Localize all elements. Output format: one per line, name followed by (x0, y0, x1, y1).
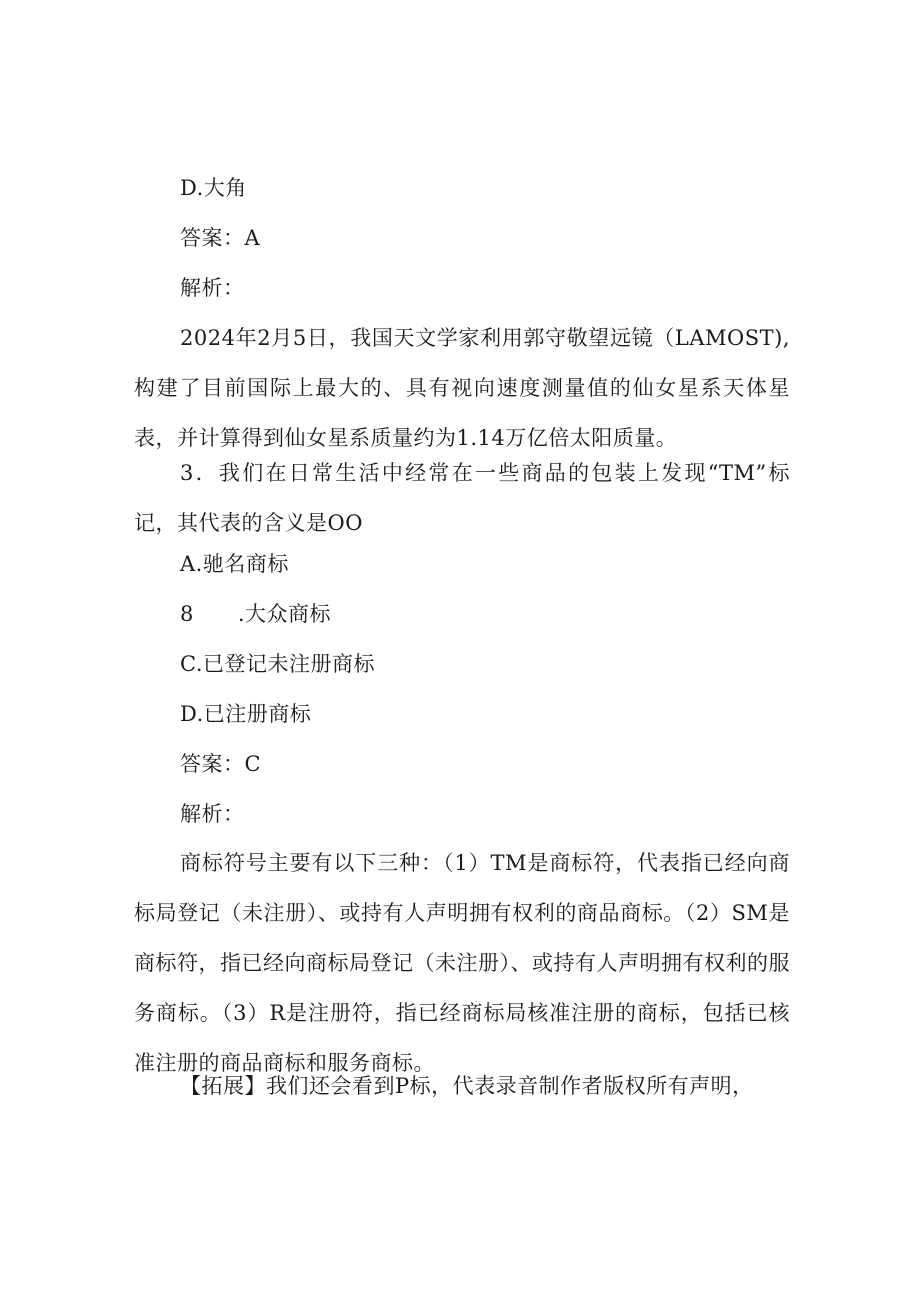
q2-answer: 答案：A (180, 226, 261, 250)
q3-option-b (180, 600, 331, 628)
q3-option-a: A.驰名商标 (180, 552, 289, 576)
q3-option-b-number: 8 (180, 602, 194, 626)
q2-analysis-label: 解析： (180, 276, 245, 300)
q3-analysis-text: 商标符号主要有以下三种：（1）TM是商标符，代表指已经向商标局登记（未注册）、或持有人声明拥有权利的商品商标。（2）SM是商标符，指已经向商标局登记（未注册）、或持有人声明拥有权利的服务商标。（3）R是注册符，指已经商标局核准注册的商标，包括已核准注册的商品商标和服务商标。 (134, 851, 790, 1075)
q3-analysis-label: 解析： (180, 802, 245, 826)
q3-answer: 答案：C (180, 752, 262, 776)
q3-question: 3．我们在日常生活中经常在一些商品的包装上发现“TM”标记，其代表的含义是OO (134, 461, 790, 535)
q2-analysis-text: 2024年2月5日，我国天文学家利用郭守敬望远镜（LAMOST),构建了目前国际上最大的、具有视向速度测量值的仙女星系天体星表，并计算得到仙女星系质量约为1.14万亿倍太阳质量。 (134, 326, 790, 450)
q3-option-c: C.已登记未注册商标 (180, 652, 375, 676)
q2-option-d: D.大角 (180, 176, 247, 200)
q3-option-d: D.已注册商标 (180, 702, 312, 726)
q3-option-b-text: .大众商标 (237, 602, 332, 626)
q3-extension: 【拓展】我们还会看到P标，代表录音制作者版权所有声明， (180, 1074, 754, 1098)
